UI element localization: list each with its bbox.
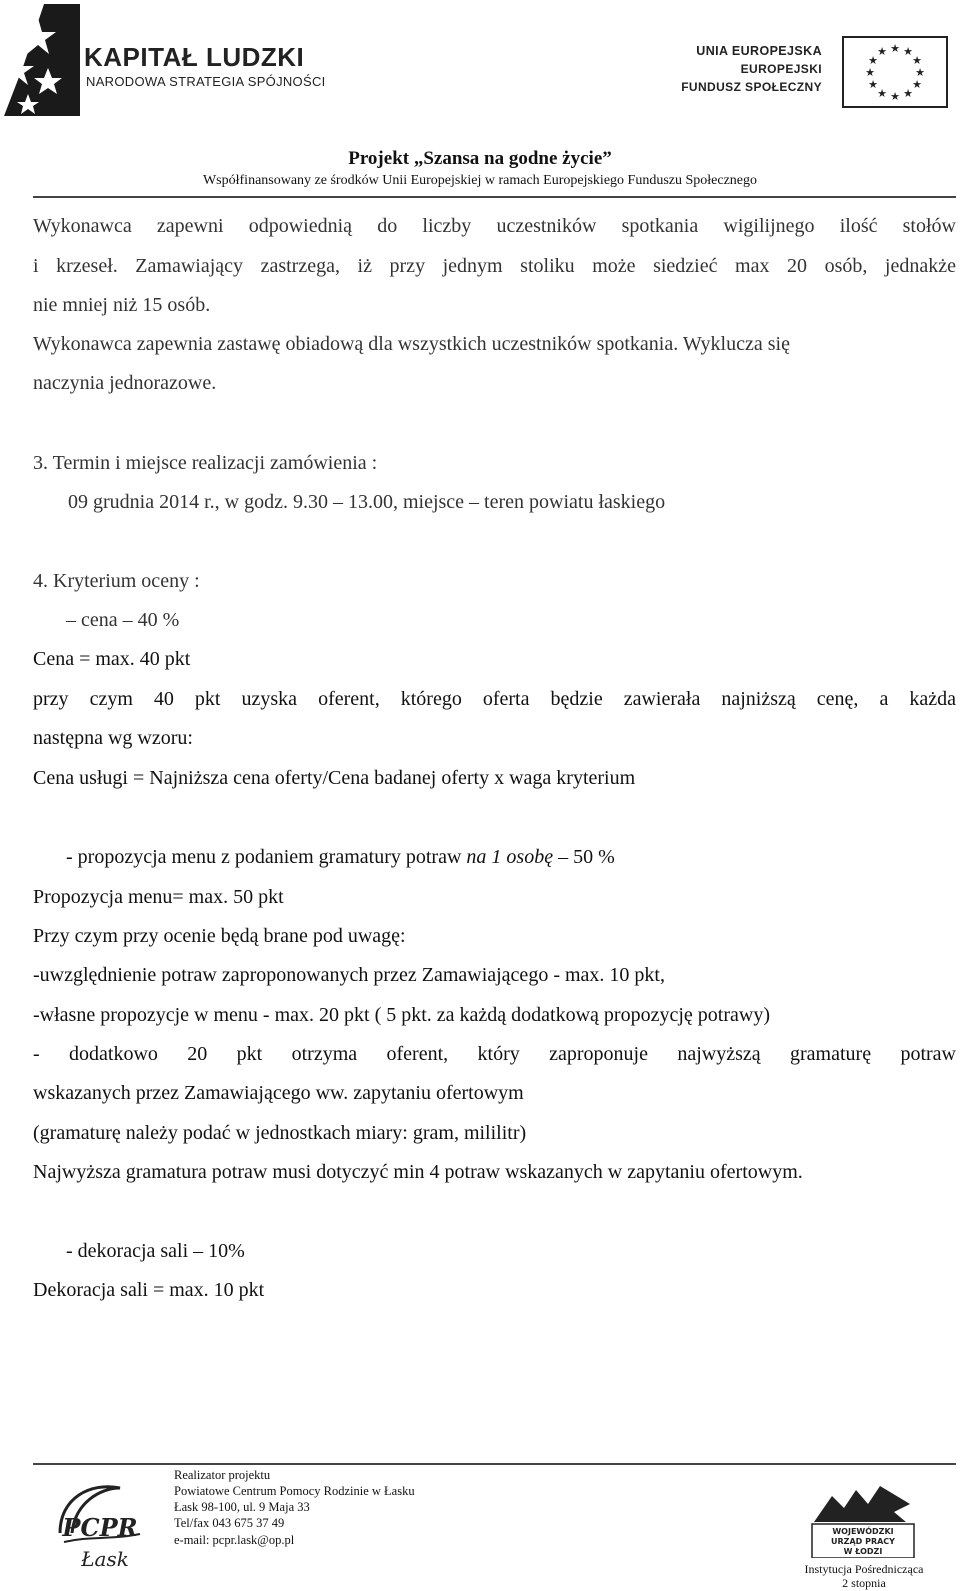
pcpr-logo-text: PCPR <box>62 1513 138 1542</box>
criterion-max: Propozycja menu= max. 50 pkt <box>33 886 284 908</box>
paragraph-line: następna wg wzoru: <box>33 727 193 749</box>
svg-text:★: ★ <box>868 54 878 67</box>
project-subtitle: Współfinansowany ze środków Unii Europejskiej w ramach Europejskiego Funduszu Społecznego <box>202 173 758 188</box>
project-title: Projekt „Szansa na godne życie” <box>348 148 612 169</box>
svg-text:★: ★ <box>890 90 900 103</box>
list-item: -własne propozycje w menu - max. 20 pkt ( 5 pkt. za każdą dodatkową propozycję potrawy) <box>33 1004 770 1026</box>
list-item: - dodatkowo 20 pkt otrzyma oferent, który zaproponuje najwyższą gramaturę potraw <box>33 1043 956 1065</box>
eu-fund-label-1: EUROPEJSKI <box>740 62 822 76</box>
svg-text:★: ★ <box>890 42 900 55</box>
section-text: 09 grudnia 2014 r., w godz. 9.30 – 13.00, miejsce – teren powiatu łaskiego <box>68 491 666 513</box>
criterion-max: Cena = max. 40 pkt <box>33 648 191 670</box>
wup-logo-line1: WOJEWÓDZKI <box>832 1527 894 1536</box>
pcpr-logo <box>50 1478 150 1578</box>
footer-telfax: Tel/fax 043 675 37 49 <box>174 1516 285 1530</box>
criterion-menu <box>66 846 615 869</box>
section-heading: 3. Termin i miejsce realizacji zamówienia : <box>33 452 378 474</box>
criterion-menu-emphasis: na 1 osobę <box>466 846 554 868</box>
eu-label: UNIA EUROPEJSKA <box>696 44 822 58</box>
paragraph-line: Wykonawca zapewnia zastawę obiadową dla wszystkich uczestników spotkania. Wyklucza się <box>33 333 790 355</box>
footer-address: Łask 98-100, ul. 9 Maja 33 <box>174 1500 310 1514</box>
criterion-bullet: – cena – 40 % <box>66 609 180 631</box>
list-item: -uwzględnienie potraw zaproponowanych przez Zamawiającego - max. 10 pkt, <box>33 964 665 986</box>
criterion-decoration: - dekoracja sali – 10% <box>66 1240 245 1262</box>
kapital-ludzki-logo <box>4 4 80 116</box>
paragraph-line: nie mniej niż 15 osób. <box>33 294 211 316</box>
footer-org: Powiatowe Centrum Pomocy Rodzinie w Łasku <box>174 1484 415 1498</box>
list-item: Najwyższa gramatura potraw musi dotyczyć min 4 potraw wskazanych w zapytaniu ofertowym. <box>33 1161 803 1183</box>
kapital-ludzki-title: KAPITAŁ LUDZKI <box>84 42 305 72</box>
list-item: wskazanych przez Zamawiającego ww. zapytaniu ofertowym <box>33 1082 524 1104</box>
criterion-menu-weight: – 50 % <box>553 846 615 868</box>
svg-text:★: ★ <box>915 66 925 79</box>
kapital-ludzki-subtitle: NARODOWA STRATEGIA SPÓJNOŚCI <box>86 74 326 89</box>
svg-text:★: ★ <box>877 87 887 100</box>
svg-text:★: ★ <box>903 87 913 100</box>
section-heading: 4. Kryterium oceny : <box>33 570 200 592</box>
svg-text:★: ★ <box>868 78 878 91</box>
paragraph-line: Przy czym przy ocenie będą brane pod uwagę: <box>33 925 406 947</box>
svg-text:★: ★ <box>865 66 875 79</box>
paragraph-line: przy czym 40 pkt uzyska oferent, którego oferta będzie zawierała najniższą cenę, a każda <box>33 688 956 710</box>
paragraph-line: Wykonawca zapewni odpowiednią do liczby uczestników spotkania wigilijnego ilość stołów <box>33 215 956 237</box>
svg-text:★: ★ <box>912 78 922 91</box>
list-item: (gramaturę należy podać w jednostkach miary: gram, mililitr) <box>33 1122 527 1144</box>
paragraph-line: i krzeseł. Zamawiający zastrzega, iż przy jednym stoliku może siedzieć max 20 osób, jednakże <box>33 255 956 277</box>
header-divider <box>33 196 956 198</box>
criterion-max: Dekoracja sali = max. 10 pkt <box>33 1279 265 1301</box>
criterion-menu-text: - propozycja menu z podaniem gramatury potraw <box>66 846 467 868</box>
pcpr-logo-sub: Łask <box>81 1547 129 1571</box>
footer-divider <box>33 1463 956 1465</box>
eu-fund-label-2: FUNDUSZ SPOŁECZNY <box>681 80 822 94</box>
svg-text:★: ★ <box>903 45 913 58</box>
svg-text:★: ★ <box>912 54 922 67</box>
footer-realizator: Realizator projektu <box>174 1468 271 1482</box>
wup-caption-level: 2 stopnia <box>842 1576 886 1590</box>
svg-text:★: ★ <box>877 45 887 58</box>
wup-logo-line2: URZĄD PRACY <box>831 1537 895 1546</box>
eu-flag-icon <box>842 36 948 108</box>
wup-logo <box>810 1478 916 1558</box>
formula: Cena usługi = Najniższa cena oferty/Cena badanej oferty x waga kryterium <box>33 767 636 789</box>
footer-email: e-mail: pcpr.lask@op.pl <box>174 1533 295 1547</box>
paragraph-line: naczynia jednorazowe. <box>33 372 217 394</box>
wup-logo-line3: W ŁODZI <box>843 1547 883 1556</box>
wup-caption: Instytucja Pośrednicząca <box>804 1562 924 1576</box>
